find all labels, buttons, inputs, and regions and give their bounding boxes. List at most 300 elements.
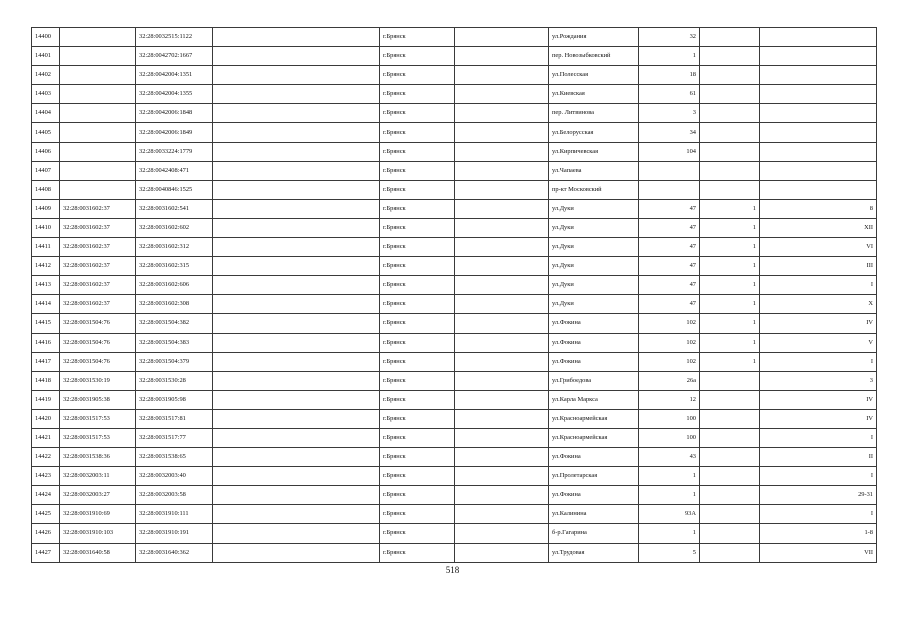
premises-cell: 29-31 [760, 486, 877, 505]
empty-cell [455, 142, 549, 161]
empty-cell [213, 161, 380, 180]
premises-cell [760, 66, 877, 85]
table-row [32, 314, 877, 333]
empty-cell [455, 104, 549, 123]
empty-cell [455, 199, 549, 218]
table-row [32, 142, 877, 161]
empty-cell [213, 66, 380, 85]
empty-cell [455, 486, 549, 505]
premises-cell: I [760, 428, 877, 447]
city-cell: г.Брянск [380, 161, 455, 180]
city-cell: г.Брянск [380, 390, 455, 409]
city-cell: г.Брянск [380, 371, 455, 390]
empty-cell [213, 486, 380, 505]
empty-cell [455, 218, 549, 237]
table-row [32, 180, 877, 199]
premises-cell: IV [760, 409, 877, 428]
table-row [32, 428, 877, 447]
city-cell: г.Брянск [380, 199, 455, 218]
land-plot-cadastral-number: 32:28:0031602:37 [60, 218, 136, 237]
house-number-cell: 100 [639, 428, 700, 447]
premises-cell: VII [760, 543, 877, 562]
street-cell: ул.Фокина [549, 333, 639, 352]
building-cell [700, 409, 760, 428]
premises-cell: 1-8 [760, 524, 877, 543]
row-number: 14413 [32, 276, 60, 295]
street-cell: ул.Полесская [549, 66, 639, 85]
table-row [32, 47, 877, 66]
empty-cell [455, 524, 549, 543]
empty-cell [455, 161, 549, 180]
street-cell: ул.Рождания [549, 28, 639, 47]
house-number-cell: 47 [639, 257, 700, 276]
premises-cell [760, 28, 877, 47]
object-cadastral-number: 32:28:0032003:58 [136, 486, 213, 505]
premises-cell: IV [760, 314, 877, 333]
row-number: 14409 [32, 199, 60, 218]
land-plot-cadastral-number: 32:28:0031910:103 [60, 524, 136, 543]
land-plot-cadastral-number: 32:28:0031640:58 [60, 543, 136, 562]
building-cell [700, 428, 760, 447]
building-cell: 1 [700, 314, 760, 333]
object-cadastral-number: 32:28:0031530:28 [136, 371, 213, 390]
row-number: 14405 [32, 123, 60, 142]
land-plot-cadastral-number: 32:28:0031602:37 [60, 199, 136, 218]
land-plot-cadastral-number: 32:28:0031905:38 [60, 390, 136, 409]
street-cell: пер. Новозыбковский [549, 47, 639, 66]
house-number-cell: 18 [639, 66, 700, 85]
city-cell: г.Брянск [380, 47, 455, 66]
land-plot-cadastral-number: 32:28:0031602:37 [60, 257, 136, 276]
house-number-cell: 102 [639, 352, 700, 371]
house-number-cell: 26а [639, 371, 700, 390]
city-cell: г.Брянск [380, 276, 455, 295]
empty-cell [213, 85, 380, 104]
building-cell: 1 [700, 295, 760, 314]
registry-table [31, 27, 877, 563]
land-plot-cadastral-number [60, 104, 136, 123]
empty-cell [213, 28, 380, 47]
premises-cell [760, 104, 877, 123]
house-number-cell: 47 [639, 295, 700, 314]
empty-cell [455, 333, 549, 352]
city-cell: г.Брянск [380, 123, 455, 142]
land-plot-cadastral-number [60, 28, 136, 47]
street-cell: ул.Киевская [549, 85, 639, 104]
land-plot-cadastral-number: 32:28:0031602:37 [60, 295, 136, 314]
object-cadastral-number: 32:28:0040846:1525 [136, 180, 213, 199]
row-number: 14411 [32, 238, 60, 257]
building-cell [700, 123, 760, 142]
city-cell: г.Брянск [380, 524, 455, 543]
empty-cell [455, 257, 549, 276]
premises-cell: I [760, 467, 877, 486]
premises-cell: V [760, 333, 877, 352]
table-row [32, 199, 877, 218]
building-cell [700, 505, 760, 524]
street-cell: ул.Карла Маркса [549, 390, 639, 409]
empty-cell [455, 371, 549, 390]
row-number: 14412 [32, 257, 60, 276]
table-row [32, 85, 877, 104]
object-cadastral-number: 32:28:0031640:362 [136, 543, 213, 562]
object-cadastral-number: 32:28:0031504:379 [136, 352, 213, 371]
row-number: 14426 [32, 524, 60, 543]
empty-cell [455, 390, 549, 409]
house-number-cell: 34 [639, 123, 700, 142]
land-plot-cadastral-number: 32:28:0032003:27 [60, 486, 136, 505]
empty-cell [455, 467, 549, 486]
row-number: 14414 [32, 295, 60, 314]
row-number: 14410 [32, 218, 60, 237]
empty-cell [213, 218, 380, 237]
land-plot-cadastral-number: 32:28:0031538:36 [60, 448, 136, 467]
street-cell: ул.Фокина [549, 486, 639, 505]
land-plot-cadastral-number: 32:28:0031602:37 [60, 276, 136, 295]
page-number: 518 [445, 565, 460, 575]
row-number: 14424 [32, 486, 60, 505]
street-cell: пер. Литвинова [549, 104, 639, 123]
building-cell [700, 467, 760, 486]
city-cell: г.Брянск [380, 486, 455, 505]
empty-cell [455, 238, 549, 257]
premises-cell [760, 85, 877, 104]
object-cadastral-number: 32:28:0031602:308 [136, 295, 213, 314]
premises-cell: III [760, 257, 877, 276]
empty-cell [455, 314, 549, 333]
land-plot-cadastral-number: 32:28:0032003:11 [60, 467, 136, 486]
premises-cell [760, 123, 877, 142]
city-cell: г.Брянск [380, 505, 455, 524]
house-number-cell: 3 [639, 104, 700, 123]
object-cadastral-number: 32:28:0033224:1779 [136, 142, 213, 161]
empty-cell [455, 276, 549, 295]
empty-cell [455, 85, 549, 104]
table-row [32, 218, 877, 237]
premises-cell: IV [760, 390, 877, 409]
empty-cell [455, 295, 549, 314]
city-cell: г.Брянск [380, 428, 455, 447]
city-cell: г.Брянск [380, 333, 455, 352]
premises-cell: XII [760, 218, 877, 237]
city-cell: г.Брянск [380, 218, 455, 237]
premises-cell: I [760, 276, 877, 295]
table-row [32, 543, 877, 562]
house-number-cell: 93А [639, 505, 700, 524]
land-plot-cadastral-number [60, 66, 136, 85]
empty-cell [213, 467, 380, 486]
city-cell: г.Брянск [380, 543, 455, 562]
table-row [32, 333, 877, 352]
empty-cell [455, 180, 549, 199]
empty-cell [213, 409, 380, 428]
street-cell: ул.Дуки [549, 199, 639, 218]
object-cadastral-number: 32:28:0031602:315 [136, 257, 213, 276]
premises-cell [760, 47, 877, 66]
row-number: 14420 [32, 409, 60, 428]
street-cell: ул.Дуки [549, 218, 639, 237]
land-plot-cadastral-number: 32:28:0031504:76 [60, 333, 136, 352]
table-row [32, 257, 877, 276]
city-cell: г.Брянск [380, 142, 455, 161]
land-plot-cadastral-number: 32:28:0031517:53 [60, 409, 136, 428]
city-cell: г.Брянск [380, 180, 455, 199]
street-cell: ул.Дуки [549, 238, 639, 257]
table-row [32, 104, 877, 123]
city-cell: г.Брянск [380, 448, 455, 467]
premises-cell [760, 142, 877, 161]
land-plot-cadastral-number [60, 47, 136, 66]
street-cell: ул.Красноармейская [549, 409, 639, 428]
empty-cell [213, 314, 380, 333]
object-cadastral-number: 32:28:0031504:382 [136, 314, 213, 333]
object-cadastral-number: 32:28:0042004:1351 [136, 66, 213, 85]
house-number-cell [639, 161, 700, 180]
row-number: 14406 [32, 142, 60, 161]
object-cadastral-number: 32:28:0031905:98 [136, 390, 213, 409]
empty-cell [455, 47, 549, 66]
empty-cell [213, 543, 380, 562]
table-row [32, 123, 877, 142]
registry-table-container [31, 27, 876, 563]
premises-cell: VI [760, 238, 877, 257]
building-cell: 1 [700, 333, 760, 352]
street-cell: ул.Чапаева [549, 161, 639, 180]
city-cell: г.Брянск [380, 467, 455, 486]
object-cadastral-number: 32:28:0031602:541 [136, 199, 213, 218]
object-cadastral-number: 32:28:0032515:1122 [136, 28, 213, 47]
street-cell: ул.Белорусская [549, 123, 639, 142]
house-number-cell: 1 [639, 467, 700, 486]
table-row [32, 352, 877, 371]
city-cell: г.Брянск [380, 238, 455, 257]
table-row [32, 238, 877, 257]
building-cell [700, 104, 760, 123]
object-cadastral-number: 32:28:0042006:1849 [136, 123, 213, 142]
land-plot-cadastral-number: 32:28:0031602:37 [60, 238, 136, 257]
empty-cell [213, 47, 380, 66]
row-number: 14404 [32, 104, 60, 123]
empty-cell [213, 257, 380, 276]
street-cell: ул.Фокина [549, 352, 639, 371]
house-number-cell: 104 [639, 142, 700, 161]
house-number-cell: 1 [639, 524, 700, 543]
building-cell [700, 66, 760, 85]
premises-cell: X [760, 295, 877, 314]
building-cell [700, 142, 760, 161]
table-row [32, 295, 877, 314]
row-number: 14407 [32, 161, 60, 180]
city-cell: г.Брянск [380, 28, 455, 47]
street-cell: ул.Кирпичевская [549, 142, 639, 161]
empty-cell [213, 276, 380, 295]
empty-cell [213, 123, 380, 142]
empty-cell [455, 543, 549, 562]
street-cell: ул.Красноармейская [549, 428, 639, 447]
city-cell: г.Брянск [380, 295, 455, 314]
row-number: 14418 [32, 371, 60, 390]
row-number: 14425 [32, 505, 60, 524]
row-number: 14400 [32, 28, 60, 47]
empty-cell [213, 390, 380, 409]
empty-cell [455, 505, 549, 524]
empty-cell [455, 28, 549, 47]
building-cell [700, 543, 760, 562]
empty-cell [213, 524, 380, 543]
building-cell [700, 85, 760, 104]
row-number: 14416 [32, 333, 60, 352]
row-number: 14415 [32, 314, 60, 333]
street-cell: ул.Фокина [549, 448, 639, 467]
house-number-cell: 5 [639, 543, 700, 562]
row-number: 14422 [32, 448, 60, 467]
object-cadastral-number: 32:28:0031517:81 [136, 409, 213, 428]
empty-cell [213, 142, 380, 161]
object-cadastral-number: 32:28:0032003:40 [136, 467, 213, 486]
land-plot-cadastral-number [60, 85, 136, 104]
land-plot-cadastral-number [60, 142, 136, 161]
empty-cell [455, 352, 549, 371]
object-cadastral-number: 32:28:0031504:383 [136, 333, 213, 352]
object-cadastral-number: 32:28:0031910:111 [136, 505, 213, 524]
empty-cell [213, 352, 380, 371]
building-cell [700, 524, 760, 543]
city-cell: г.Брянск [380, 257, 455, 276]
table-row [32, 467, 877, 486]
object-cadastral-number: 32:28:0042004:1355 [136, 85, 213, 104]
premises-cell: 3 [760, 371, 877, 390]
street-cell: ул.Пролетарская [549, 467, 639, 486]
street-cell: ул.Трудовая [549, 543, 639, 562]
row-number: 14419 [32, 390, 60, 409]
row-number: 14401 [32, 47, 60, 66]
premises-cell [760, 180, 877, 199]
house-number-cell: 1 [639, 47, 700, 66]
row-number: 14423 [32, 467, 60, 486]
table-row [32, 276, 877, 295]
table-row [32, 505, 877, 524]
empty-cell [213, 199, 380, 218]
city-cell: г.Брянск [380, 314, 455, 333]
table-row [32, 409, 877, 428]
house-number-cell: 47 [639, 218, 700, 237]
table-row [32, 28, 877, 47]
land-plot-cadastral-number [60, 123, 136, 142]
house-number-cell: 32 [639, 28, 700, 47]
empty-cell [213, 448, 380, 467]
house-number-cell: 61 [639, 85, 700, 104]
empty-cell [213, 428, 380, 447]
row-number: 14403 [32, 85, 60, 104]
building-cell: 1 [700, 352, 760, 371]
empty-cell [455, 428, 549, 447]
house-number-cell [639, 180, 700, 199]
row-number: 14417 [32, 352, 60, 371]
premises-cell: 8 [760, 199, 877, 218]
land-plot-cadastral-number: 32:28:0031517:53 [60, 428, 136, 447]
building-cell [700, 180, 760, 199]
table-row [32, 161, 877, 180]
house-number-cell: 102 [639, 333, 700, 352]
building-cell: 1 [700, 238, 760, 257]
empty-cell [455, 409, 549, 428]
object-cadastral-number: 32:28:0031602:602 [136, 218, 213, 237]
house-number-cell: 43 [639, 448, 700, 467]
building-cell: 1 [700, 199, 760, 218]
empty-cell [213, 505, 380, 524]
house-number-cell: 102 [639, 314, 700, 333]
object-cadastral-number: 32:28:0042408:471 [136, 161, 213, 180]
empty-cell [213, 333, 380, 352]
house-number-cell: 12 [639, 390, 700, 409]
row-number: 14402 [32, 66, 60, 85]
object-cadastral-number: 32:28:0042702:1667 [136, 47, 213, 66]
premises-cell: II [760, 448, 877, 467]
empty-cell [213, 238, 380, 257]
row-number: 14408 [32, 180, 60, 199]
table-row [32, 448, 877, 467]
street-cell: ул.Дуки [549, 295, 639, 314]
building-cell [700, 486, 760, 505]
empty-cell [455, 448, 549, 467]
land-plot-cadastral-number: 32:28:0031910:69 [60, 505, 136, 524]
land-plot-cadastral-number [60, 161, 136, 180]
premises-cell: I [760, 505, 877, 524]
house-number-cell: 1 [639, 486, 700, 505]
building-cell [700, 371, 760, 390]
building-cell: 1 [700, 218, 760, 237]
city-cell: г.Брянск [380, 409, 455, 428]
house-number-cell: 100 [639, 409, 700, 428]
house-number-cell: 47 [639, 238, 700, 257]
object-cadastral-number: 32:28:0042006:1848 [136, 104, 213, 123]
street-cell: ул.Фокина [549, 314, 639, 333]
building-cell [700, 28, 760, 47]
object-cadastral-number: 32:28:0031517:77 [136, 428, 213, 447]
object-cadastral-number: 32:28:0031602:312 [136, 238, 213, 257]
land-plot-cadastral-number: 32:28:0031504:76 [60, 352, 136, 371]
row-number: 14421 [32, 428, 60, 447]
empty-cell [213, 295, 380, 314]
building-cell: 1 [700, 257, 760, 276]
object-cadastral-number: 32:28:0031910:191 [136, 524, 213, 543]
street-cell: ул.Дуки [549, 257, 639, 276]
premises-cell [760, 161, 877, 180]
city-cell: г.Брянск [380, 104, 455, 123]
land-plot-cadastral-number [60, 180, 136, 199]
empty-cell [455, 66, 549, 85]
house-number-cell: 47 [639, 276, 700, 295]
street-cell: ул.Дуки [549, 276, 639, 295]
land-plot-cadastral-number: 32:28:0031530:19 [60, 371, 136, 390]
empty-cell [213, 180, 380, 199]
street-cell: ул.Грибоедова [549, 371, 639, 390]
table-row [32, 524, 877, 543]
object-cadastral-number: 32:28:0031538:65 [136, 448, 213, 467]
building-cell [700, 390, 760, 409]
table-row [32, 371, 877, 390]
city-cell: г.Брянск [380, 85, 455, 104]
empty-cell [213, 104, 380, 123]
street-cell: ул.Калинина [549, 505, 639, 524]
house-number-cell: 47 [639, 199, 700, 218]
object-cadastral-number: 32:28:0031602:606 [136, 276, 213, 295]
city-cell: г.Брянск [380, 66, 455, 85]
table-row [32, 390, 877, 409]
street-cell: пр-кт Московский [549, 180, 639, 199]
empty-cell [213, 371, 380, 390]
building-cell [700, 47, 760, 66]
